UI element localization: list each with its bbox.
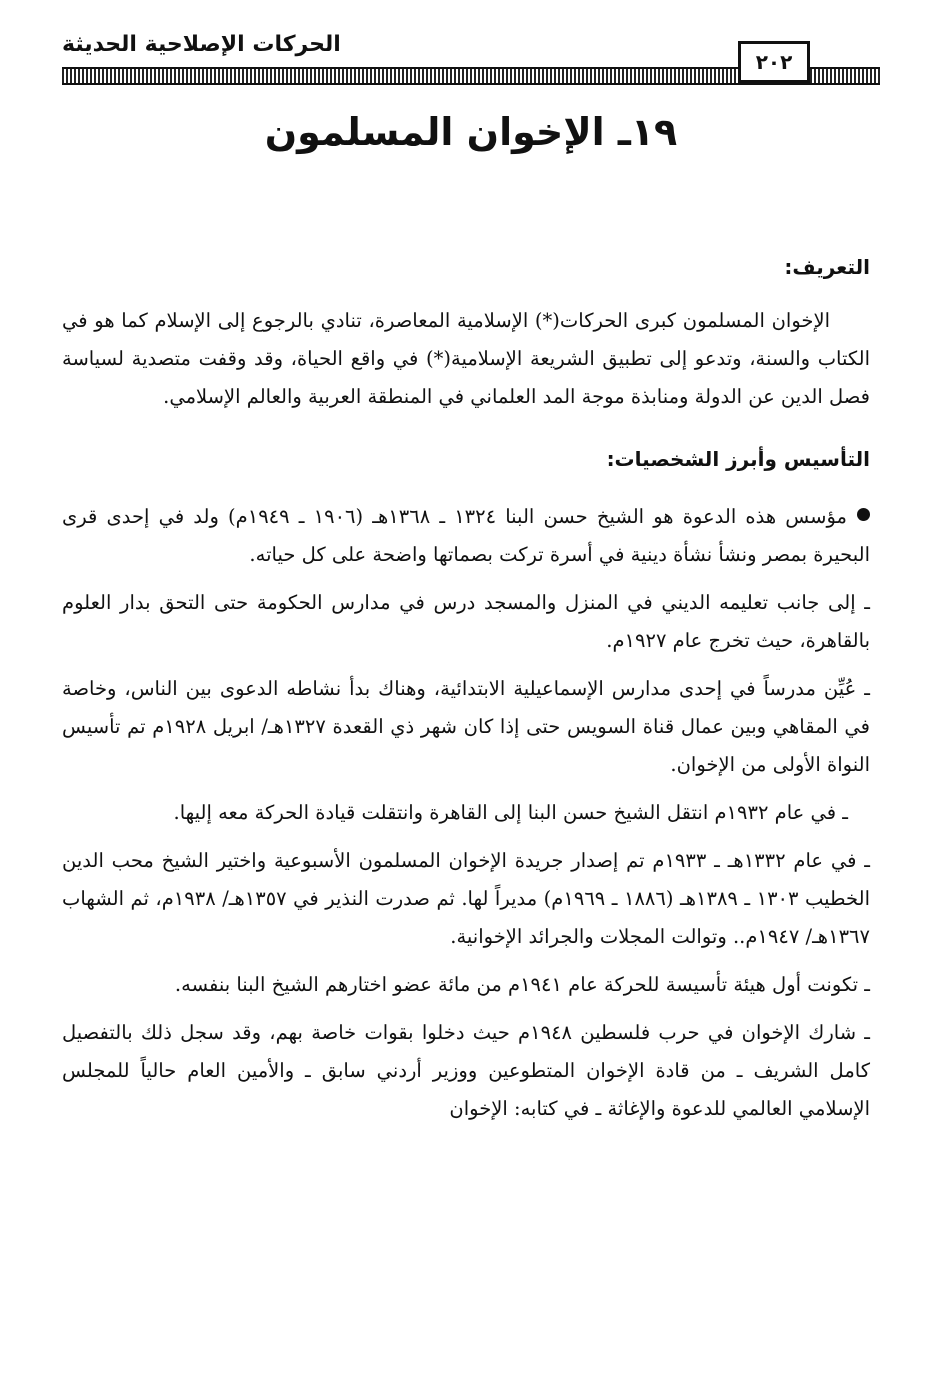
- founding-paragraph: مؤسس هذه الدعوة هو الشيخ حسن البنا ١٣٢٤ ـ ١٣٦٨هـ (١٩٠٦ ـ ١٩٤٩م) ولد في إحدى قرى البحيرة بمصر ونشأ نشأة دينية في أسرة تركت بصماتها واضحة على كل حياته.: [62, 498, 870, 574]
- page-body: [62, 248, 870, 1138]
- founding-paragraph: ـ إلى جانب تعليمه الديني في المنزل والمسجد درس في مدارس الحكومة حتى التحق بدار العلوم بالقاهرة، حيث تخرج عام ١٩٢٧م.: [62, 591, 870, 652]
- founding-paragraph: ـ في عام ١٣٣٢هـ ـ ١٩٣٣م تم إصدار جريدة الإخوان المسلمون الأسبوعية واختير الشيخ محب الدين الخطيب ١٣٠٣ ـ ١٣٨٩هـ (١٨٨٦ ـ ١٩٦٩م) مديراً لها. ثم صدرت النذير في ١٣٥٧هـ/ ١٩٣٨م، ثم الشهاب ١٣٦٧هـ/ ١٩٤٧م.. وتوالت المجلات والجرائد الإخوانية.: [62, 849, 870, 948]
- chapter-title: ١٩ـ الإخوان المسلمون: [264, 110, 678, 154]
- section-heading-definition: التعريف:: [784, 255, 870, 279]
- founding-paragraph: ـ شارك الإخوان في حرب فلسطين ١٩٤٨م حيث دخلوا بقوات خاصة بهم، وقد سجل ذلك بالتفصيل كامل الشريف ـ من قادة الإخوان المتطوعين ووزير أردني سابق ـ والأمين العام حالياً للمجلس الإسلامي العالمي للدعوة والإغاثة ـ في كتابه: الإخوان: [62, 1021, 870, 1120]
- founding-paragraph: ـ عُيِّن مدرساً في إحدى مدارس الإسماعيلية الابتدائية، وهناك بدأ نشاطه الدعوى بين الناس، وخاصة في المقاهي وبين عمال قناة السويس حتى إذا كان شهر ذي القعدة ١٣٢٧هـ/ ابريل ١٩٢٨م تم تأسيس النواة الأولى من الإخوان.: [62, 677, 871, 776]
- section-heading-founding: التأسيس وأبرز الشخصيات:: [606, 447, 870, 471]
- definition-paragraph: الإخوان المسلمون كبرى الحركات(*) الإسلامية المعاصرة، تنادي بالرجوع إلى الإسلام كما هو في الكتاب والسنة، وتدعو إلى تطبيق الشريعة الإسلامية(*) في واقع الحياة، وقد وقفت متصدية لسياسة فصل الدين عن الدولة ومنابذة موجة المد العلماني في المنطقة العربية والعالم الإسلامي.: [62, 309, 870, 408]
- page-number: ٢٠٢: [738, 41, 810, 83]
- running-title: الحركات الإصلاحية الحديثة: [62, 32, 341, 57]
- founding-paragraph: ـ في عام ١٩٣٢م انتقل الشيخ حسن البنا إلى القاهرة وانتقلت قيادة الحركة معه إليها.: [173, 801, 848, 824]
- running-header: [62, 30, 880, 90]
- founding-paragraph: ـ تكونت أول هيئة تأسيسة للحركة عام ١٩٤١م من مائة عضو اختارهم الشيخ البنا بنفسه.: [174, 973, 870, 996]
